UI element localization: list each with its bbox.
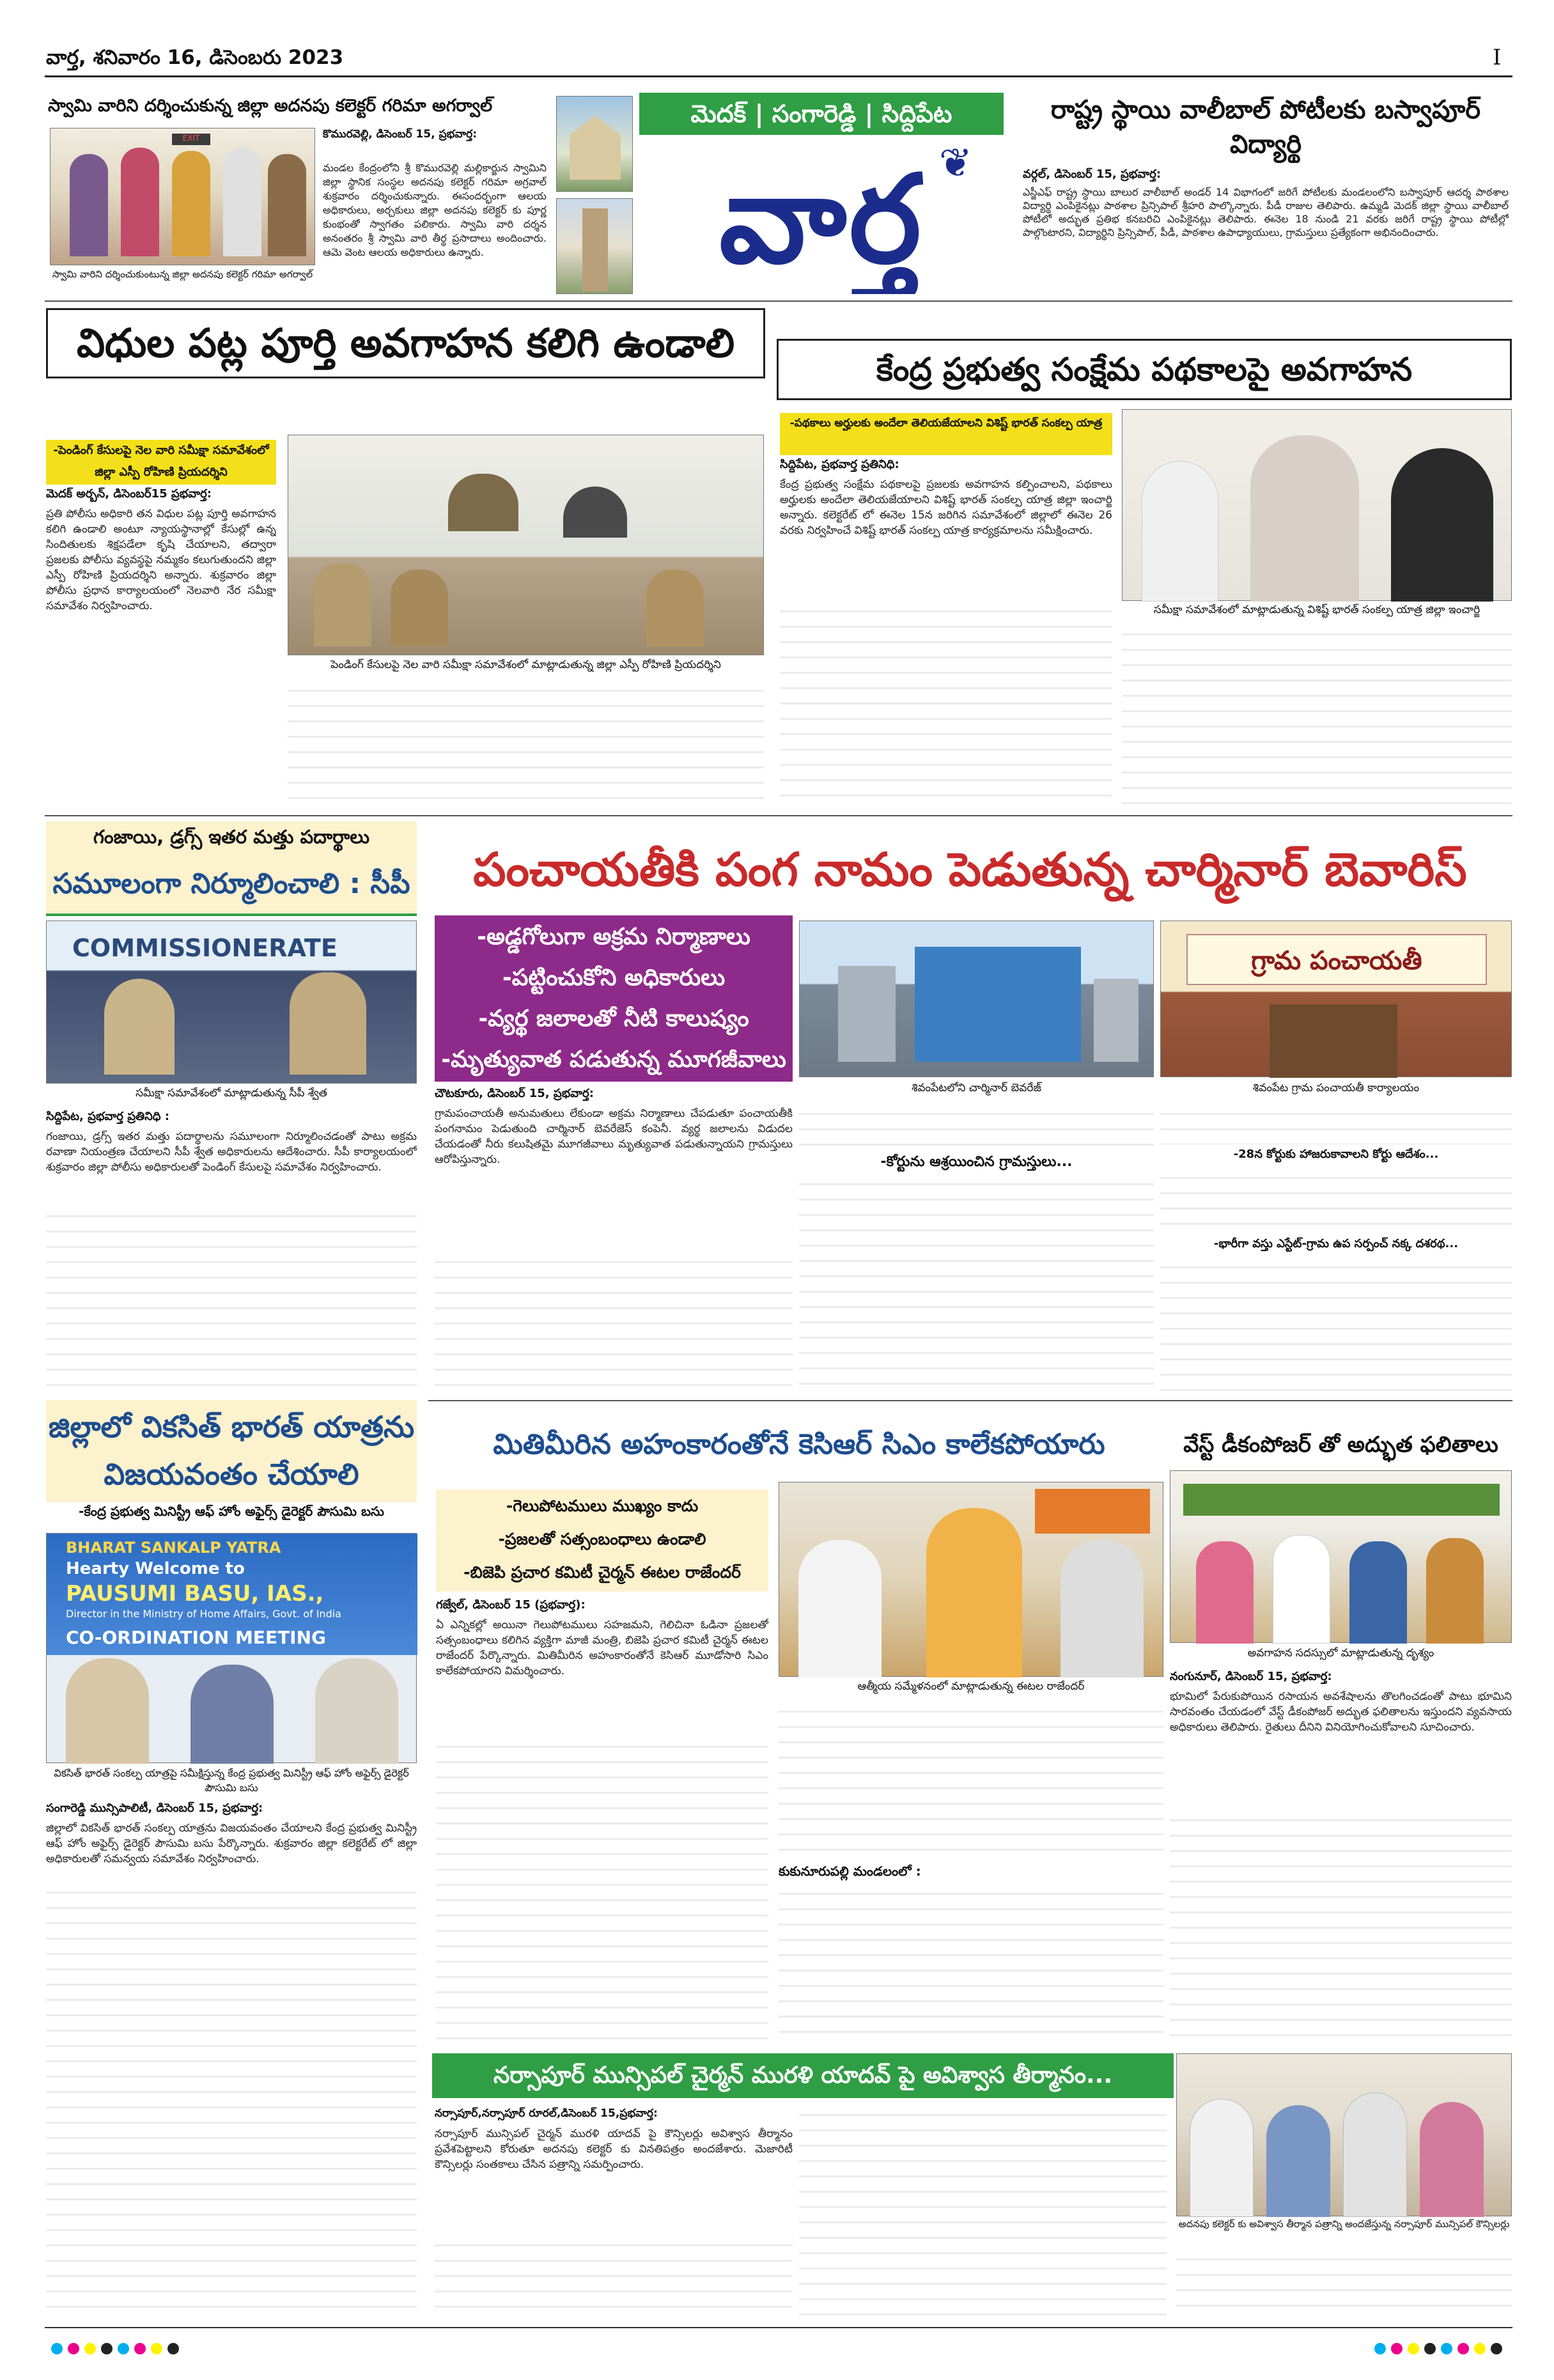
banner-line-1: BHARAT SANKALP YATRA (66, 1539, 281, 1557)
story6-subhead-2: -28న కోర్టుకు హాజరుకావాలని కోర్టు ఆదేశం... (1233, 1147, 1439, 1161)
story5-headline: సమూలంగా నిర్మూలించాలి : సీపీ (52, 867, 410, 900)
story6-subhead-3: -భారీగా వస్తు ఎస్టేట్-గ్రామ ఉప సర్పంచ్ నక్క దశరథ... (1213, 1237, 1459, 1250)
story7-photo (46, 1533, 417, 1763)
story6-bullet: -మృత్యువాత పడుతున్న మూగజీవాలు (441, 1046, 786, 1073)
story6-col3-c (1160, 1259, 1512, 1394)
story4-tag: -పథకాలు అర్హులకు అందేలా తెలియజేయాలని విశిష్ట్ భారత్ సంకల్ప యాత్ర (780, 413, 1112, 455)
story10-col3 (1176, 2252, 1512, 2318)
story10-body-cont (435, 2237, 793, 2317)
story9-caption: అవగాహన సదస్సులో మాట్లాడుతున్న దృశ్యం (1247, 1647, 1434, 1660)
story5-dateline: సిద్దిపేట, ప్రభవార్త ప్రతినిధి : (46, 1110, 169, 1123)
story8-bullet: -గెలుపోటములు ముఖ్యం కాదు (506, 1497, 699, 1515)
edition-banner: మెదక్ | సంగారెడ్డి | సిద్దిపేట (639, 93, 1004, 135)
registration-dot (1491, 2343, 1502, 2354)
footer-rule (45, 2327, 1512, 2328)
story8-caption: ఆత్మీయ సమ్మేళనంలో మాట్లాడుతున్న ఈటల రాజేందర్ (857, 1680, 1085, 1693)
section-rule-2 (45, 815, 1512, 816)
story10-col2 (799, 2107, 1167, 2318)
story3-dateline: మెదక్ అర్బన్, డిసెంబర్15 ప్రభవార్త: (46, 487, 212, 501)
story4-headline: కేంద్ర ప్రభుత్వ సంక్షేమ పథకాలపై అవగాహన (876, 351, 1413, 388)
section-rule-1 (45, 300, 1512, 302)
story1-headline: స్వామి వారిని దర్శించుకున్న జిల్లా అదనపు కలెక్టర్ గరిమా అగర్వాల్ (48, 96, 493, 116)
story10-dateline: నర్సాపూర్,నర్సాపూర్ రూరల్,డిసెంబర్ 15,ప్రభవార్త: (435, 2107, 658, 2120)
story9-dateline: నంగునూర్, డిసెంబర్ 15, ప్రభవార్త: (1170, 1670, 1332, 1683)
story8-dateline: గజ్వేల్, డిసెంబర్ 15 (ప్రభవార్త): (436, 1598, 586, 1612)
story6-photo-office: గ్రామ పంచాయతీ (1160, 921, 1512, 1077)
story10-body: నర్సాపూర్ మున్సిపల్ చైర్మన్ మురళి యాదవ్ పై కౌన్సిలర్లు అవిశ్వాస తీర్మానం ప్రవేశపెట్టాలని కోరుతూ అదనపు కలెక్టర్ కు వినతిపత్రం అందజేశారు. మెజారిటీ కౌన్సిలర్లు సంతకాలు చేసిన పత్రాన్ని సమర్పించారు. (435, 2127, 793, 2171)
story5-body: గంజాయి, డ్రగ్స్ ఇతర మత్తు పదార్థాలను సమూలంగా నిర్మూలించడంతో పాటు అక్రమ రవాణా నియంత్రణ చేయాలని సీపీ శ్వేత అధికారులను ఆదేశించారు. సీపీ కార్యాలయంలో శుక్రవారం జిల్లా పోలీసు అధికారులతో పెండింగ్ కేసులపై సమావేశం నిర్వహించారు. (46, 1130, 417, 1174)
temple-photo (556, 96, 633, 192)
registration-dot (1474, 2343, 1486, 2354)
story10-headline: నర్సాపూర్ మున్సిపల్ చైర్మన్ మురళి యాదవ్ పై అవిశ్వాస తీర్మానం... (493, 2062, 1113, 2088)
registration-dot (1374, 2343, 1386, 2354)
story3-body-cont (288, 683, 764, 807)
tower-photo (556, 198, 633, 294)
story7-tag: -కేంద్ర ప్రభుత్వ మినిస్ట్రీ ఆఫ్ హోం అఫైర్స్ డైరెక్టర్ పౌసుమి బసు (79, 1504, 384, 1519)
story6-subhead-1: -కోర్టును ఆశ్రయించిన గ్రామస్తులు... (880, 1154, 1073, 1170)
story9-body: భూమిలో పేరుకుపోయిన రసాయన అవశేషాలను తొలగించడంతో పాటు భూమిని సారవంతం చేయడంలో వేస్ట్ డీకంపోజర్ అద్భుత ఫలితాలను ఇస్తుందని వ్యవసాయ అధికారులు తెలిపారు. రైతులు దీనిని వినియోగించుకోవాలని సూచించారు. (1170, 1690, 1512, 1734)
registration-dot (68, 2343, 79, 2354)
registration-dot (1457, 2343, 1469, 2354)
banner-line-3: PAUSUMI BASU, IAS., (66, 1581, 324, 1606)
masthead-logo: వార్త (719, 148, 924, 290)
story6-col2-b (799, 1176, 1154, 1394)
story3-caption: పెండింగ్ కేసులపై నెల వారి సమీక్షా సమావేశంలో మాట్లాడుతున్న జిల్లా ఎస్పీ రోహిణి ప్రియదర్శిని (330, 658, 721, 671)
story4-body-cont2 (1122, 626, 1512, 808)
story6-body-cont (435, 1254, 793, 1395)
running-head: వార్త, శనివారం 16, డిసెంబరు 2023 (46, 46, 344, 69)
story7-headline: జిల్లాలో వికసిత్ భారత్ యాత్రను విజయవంతం చేయాలి (48, 1410, 415, 1491)
registration-dot (1424, 2343, 1436, 2354)
story3-body: ప్రతి పోలీసు అధికారి తన విధుల పట్ల పూర్తి అవగాహన కలిగి ఉండాలి అంటూ న్యాయస్థానాల్లో కేసుల్లో ఉన్న సిందితులకు శిక్షపడేలా కృషి చేయాలని, తద్వారా ప్రజలకు పోలీసు వ్యవస్థపై నమ్మకం కలుగుతుందని జిల్లా ఎస్పీ రోహిణి ప్రియదర్శిని అన్నారు. శుక్రవారం జిల్లా పోలీసు ప్రధాన కార్యాలయంలో నెలవారి నేర సమీక్షా సమావేశం నిర్వహించారు. (46, 508, 276, 612)
story6-photo-factory (799, 921, 1154, 1077)
story10-photo (1176, 2053, 1512, 2216)
story3-headline: విధుల పట్ల పూర్తి అవగాహన కలిగి ఉండాలి (76, 320, 735, 366)
registration-dot (84, 2343, 96, 2354)
top-rule (45, 75, 1512, 77)
story2-headline: రాష్ట్ర స్థాయి వాలీబాల్ పోటీలకు బస్వాపూర్ విద్యార్థి (1050, 95, 1481, 159)
story8-col2 (779, 1704, 1163, 1860)
story8-body: ఏ ఎన్నికల్లో అయినా గెలుపోటములు సహజమని, గెలిచినా ఓడినా ప్రజలతో సత్సంబంధాలు కలిగిన వ్యక్తిగా మాజీ మంత్రి, బిజెపి ప్రచార కమిటీ చైర్మన్ ఈటల రాజేందర్ పేర్కొన్నారు. మితిమీరిన అహంకారంతోనే కెసిఆర్ మూడోసారి సిఎం కాలేకపోయారని విమర్శించారు. (436, 1619, 768, 1677)
story6-bullets (435, 915, 793, 1082)
story8-bullet: -ప్రజలతో సత్సంబంధాలు ఉండాలి (498, 1530, 706, 1548)
story6-caption-1: శివంపేటలోని చార్మినార్ బెవరేజ్ (912, 1082, 1041, 1094)
story6-dateline: చౌటకూరు, డిసెంబర్ 15, ప్రభవార్త: (435, 1087, 594, 1100)
story4-body-cont (780, 603, 1112, 808)
story9-headline: వేస్ట్ డీకంపోజర్ తో అద్భుత ఫలితాలు (1183, 1432, 1498, 1458)
story2-body: ఎస్జీఎఫ్ రాష్ట్ర స్థాయి బాలుర వాలీబాల్ అండర్ 14 విభాగంలో జరిగే పోటీలకు మండలంలోని బస్వాపూర్ ఆదర్శ పాఠశాల విద్యార్థి ఎంపికైనట్లు పాఠశాల ప్రిన్సిపాల్ శ్రీహరి పాల్కొన్నారు. పీడీ రాజుల తెలిపారు. ఉమ్మడి మెదక్ జిల్లా స్థాయి వాలీబాల్ పోటీలో అద్భుత ప్రతిభ కనబరిచి ఎంపికైనట్లు తెలిపారు. ఈనెల 18 నుండి 21 వరకు జరిగే రాష్ట్ర స్థాయి పోటీల్లో పాల్గొంటారని, విద్యార్థిని ప్రిన్సిపాల్, పీడీ, పాఠశాల ఉపాధ్యాయులు, గ్రామస్తులు ప్రత్యేకంగా అభినందించారు. (1023, 186, 1509, 238)
story6-bullet: -అడ్డగోలుగా అక్రమ నిర్మాణాలు (477, 924, 750, 950)
registration-dot (1408, 2343, 1419, 2354)
story4-photo (1122, 409, 1512, 601)
story4-headline-box (777, 339, 1512, 400)
story7-caption: వికసిత్ భారత్ సంకల్ప యాత్రపై సమీక్షిస్తున్న కేంద్ర ప్రభుత్వ మినిస్ట్రీ ఆఫ్ హోం అఫైర్స్ డైరెక్టర్ పౌసుమి బసు (54, 1767, 409, 1794)
registration-dot (151, 2343, 162, 2354)
story6-col3 (1160, 1106, 1512, 1144)
story7-body-cont (46, 1885, 417, 2316)
registration-dot (167, 2343, 179, 2354)
story6-col2 (799, 1106, 1154, 1151)
story8-bullets (436, 1489, 768, 1592)
story5-body-cont (46, 1208, 417, 1394)
story3-photo (288, 435, 764, 655)
dove-icon: ❦ (939, 141, 972, 185)
banner-line-4: Director in the Ministry of Home Affairs, Govt. of India (66, 1608, 341, 1620)
banner-line-5: CO-ORDINATION MEETING (66, 1627, 326, 1648)
story5-photo: COMMISSIONERATE (46, 921, 417, 1084)
story6-bullet: -పట్టించుకోని అధికారులు (502, 965, 726, 991)
story8-col2-b (779, 1886, 1163, 2042)
section-rule-3 (428, 1400, 1512, 1401)
page-marker: I (1493, 45, 1502, 70)
story1-caption: స్వామి వారిని దర్శించుకుంటున్న జిల్లా అదనపు కలెక్టర్ గరిమా అగర్వాల్ (52, 268, 313, 280)
story8-subhead: కుకునూరుపల్లి మండలంలో : (779, 1863, 921, 1879)
story8-photo (779, 1482, 1163, 1677)
story10-caption: అదనపు కలెక్టర్ కు అవిశ్వాస తీర్మాన పత్రాన్ని అందజేస్తున్న నర్సాపూర్ మున్సిపల్ కౌన్సిలర్లు (1178, 2218, 1510, 2230)
story6-body: గ్రామపంచాయతీ అనుమతులు లేకుండా అక్రమ నిర్మాణాలు చేపడుతూ పంచాయతీకి పంగనామం పెడుతుంది చార్మినార్ బెవరేజెస్ కంపెనీ. వ్యర్థ జలాలను విడుదల చేయడంతో నీరు కలుషితమై మూగజీవాలు మృత్యువాత పడుతున్నాయని గ్రామస్తులు ఆరోపిస్తున్నారు. (435, 1107, 793, 1166)
story8-headline: మితిమీరిన అహంకారంతోనే కెసిఆర్ సిఎం కాలేకపోయారు (493, 1428, 1105, 1461)
registration-dot (118, 2343, 129, 2354)
story5-kicker: గంజాయి, డ్రగ్స్ ఇతర మత్తు పదార్థాలు (93, 826, 370, 848)
story3-headline-box (46, 308, 765, 378)
registration-dot (134, 2343, 146, 2354)
story6-headline: పంచాయతీకి పంగ నామం పెడుతున్న చార్మినార్ బెవారిస్ (473, 843, 1467, 896)
story6-caption-2: శివంపేట గ్రామ పంచాయతీ కార్యాలయం (1252, 1082, 1420, 1094)
banner-line-2: Hearty Welcome to (66, 1559, 245, 1578)
story8-body-cont (436, 1739, 768, 2042)
story4-body: కేంద్ర ప్రభుత్వ సంక్షేమ పథకాలపై ప్రజలకు అవగాహన కల్పించాలని, పథకాలు అర్హులకు అందేలా తెలియజేయాలని విశిష్ట్ భారత్ సంకల్ప యాత్ర జిల్లా ఇంచార్జి అన్నారు. కలెక్టరేట్ లో ఈనెల 15న జరిగిన సమావేశంలో జిల్లాలో ఈనెల 26 వరకు నిర్వహించే విశిష్ట్ భారత్ సంకల్ప యాత్ర కార్యక్రమాలను సమీక్షించారు. (780, 478, 1112, 537)
registration-dot (1391, 2343, 1402, 2354)
story3-tag: -పెండింగ్ కేసులపై నెల వారి సమీక్షా సమావేశంలో జిల్లా ఎస్పీ రోహిణి ప్రియదర్శిని (46, 440, 276, 485)
story1-body: మండల కేంద్రంలోని శ్రీ కొమురవెల్లి మల్లికార్జున స్వామిని జిల్లా స్థానిక సంస్థల అదనపు కలెక్టర్ గరిమా అగ్రవాల్ శుక్రవారం దర్శించుకున్నారు. ఈసందర్భంగా ఆలయ అధికారులు, అర్చకులు జిల్లా అదనపు కలెక్టర్ కు పూర్ణ కుంభంతో స్వాగతం పలికారు. స్వామి వారి దర్శన అనంతరం శ్రీ స్వామి వారి తీర్థ ప్రసాదాలు అందించారు. ఆమె వెంట ఆలయ అధికారులు ఉన్నారు. (323, 162, 547, 258)
story7-dateline: సంగారెడ్డి మున్సిపాలిటీ, డిసెంబర్ 15, ప్రభవార్త: (46, 1801, 263, 1815)
story9-photo (1170, 1470, 1512, 1643)
story2-dateline: వర్గల్, డిసెంబర్ 15, ప్రభవార్త: (1023, 167, 1162, 181)
story4-caption: సమీక్షా సమావేశంలో మాట్లాడుతున్న విశిష్ట్ భారత్ సంకల్ప యాత్ర జిల్లా ఇంచార్జి (1153, 603, 1480, 616)
story5-caption: సమీక్షా సమావేశంలో మాట్లాడుతున్న సీపీ శ్వేత (136, 1087, 327, 1100)
registration-dot (51, 2343, 63, 2354)
story7-body: జిల్లాలో వికసిత్ భారత్ సంకల్ప యాత్రను విజయవంతం చేయాలని కేంద్ర ప్రభుత్వ మినిస్ట్రీ ఆఫ్ హోం అఫైర్స్ డైరెక్టర్ పౌసుమి బసు పేర్కొన్నారు. శుక్రవారం జిల్లా కలెక్టరేట్ లో జిల్లా అధికారులతో సమన్వయ సమావేశం నిర్వహించారు. (46, 1822, 417, 1865)
registration-dot (1441, 2343, 1452, 2354)
story1-dateline: కొమురవెల్లి, డిసెంబర్ 15, ప్రభవార్త: (323, 128, 478, 141)
story4-dateline: సిద్దిపేట, ప్రభవార్త ప్రతినిధి: (780, 458, 899, 471)
story6-col3-b (1160, 1170, 1512, 1234)
story8-bullet: -బిజెపి ప్రచార కమిటీ చైర్మన్ ఈటల రాజేందర్ (463, 1563, 741, 1582)
story6-bullet: -వ్యర్థ జలాలతో నీటి కాలుష్యం (478, 1006, 749, 1032)
story9-body-cont (1170, 1812, 1512, 2042)
registration-dot (101, 2343, 113, 2354)
story1-photo: EXIT (50, 128, 315, 265)
